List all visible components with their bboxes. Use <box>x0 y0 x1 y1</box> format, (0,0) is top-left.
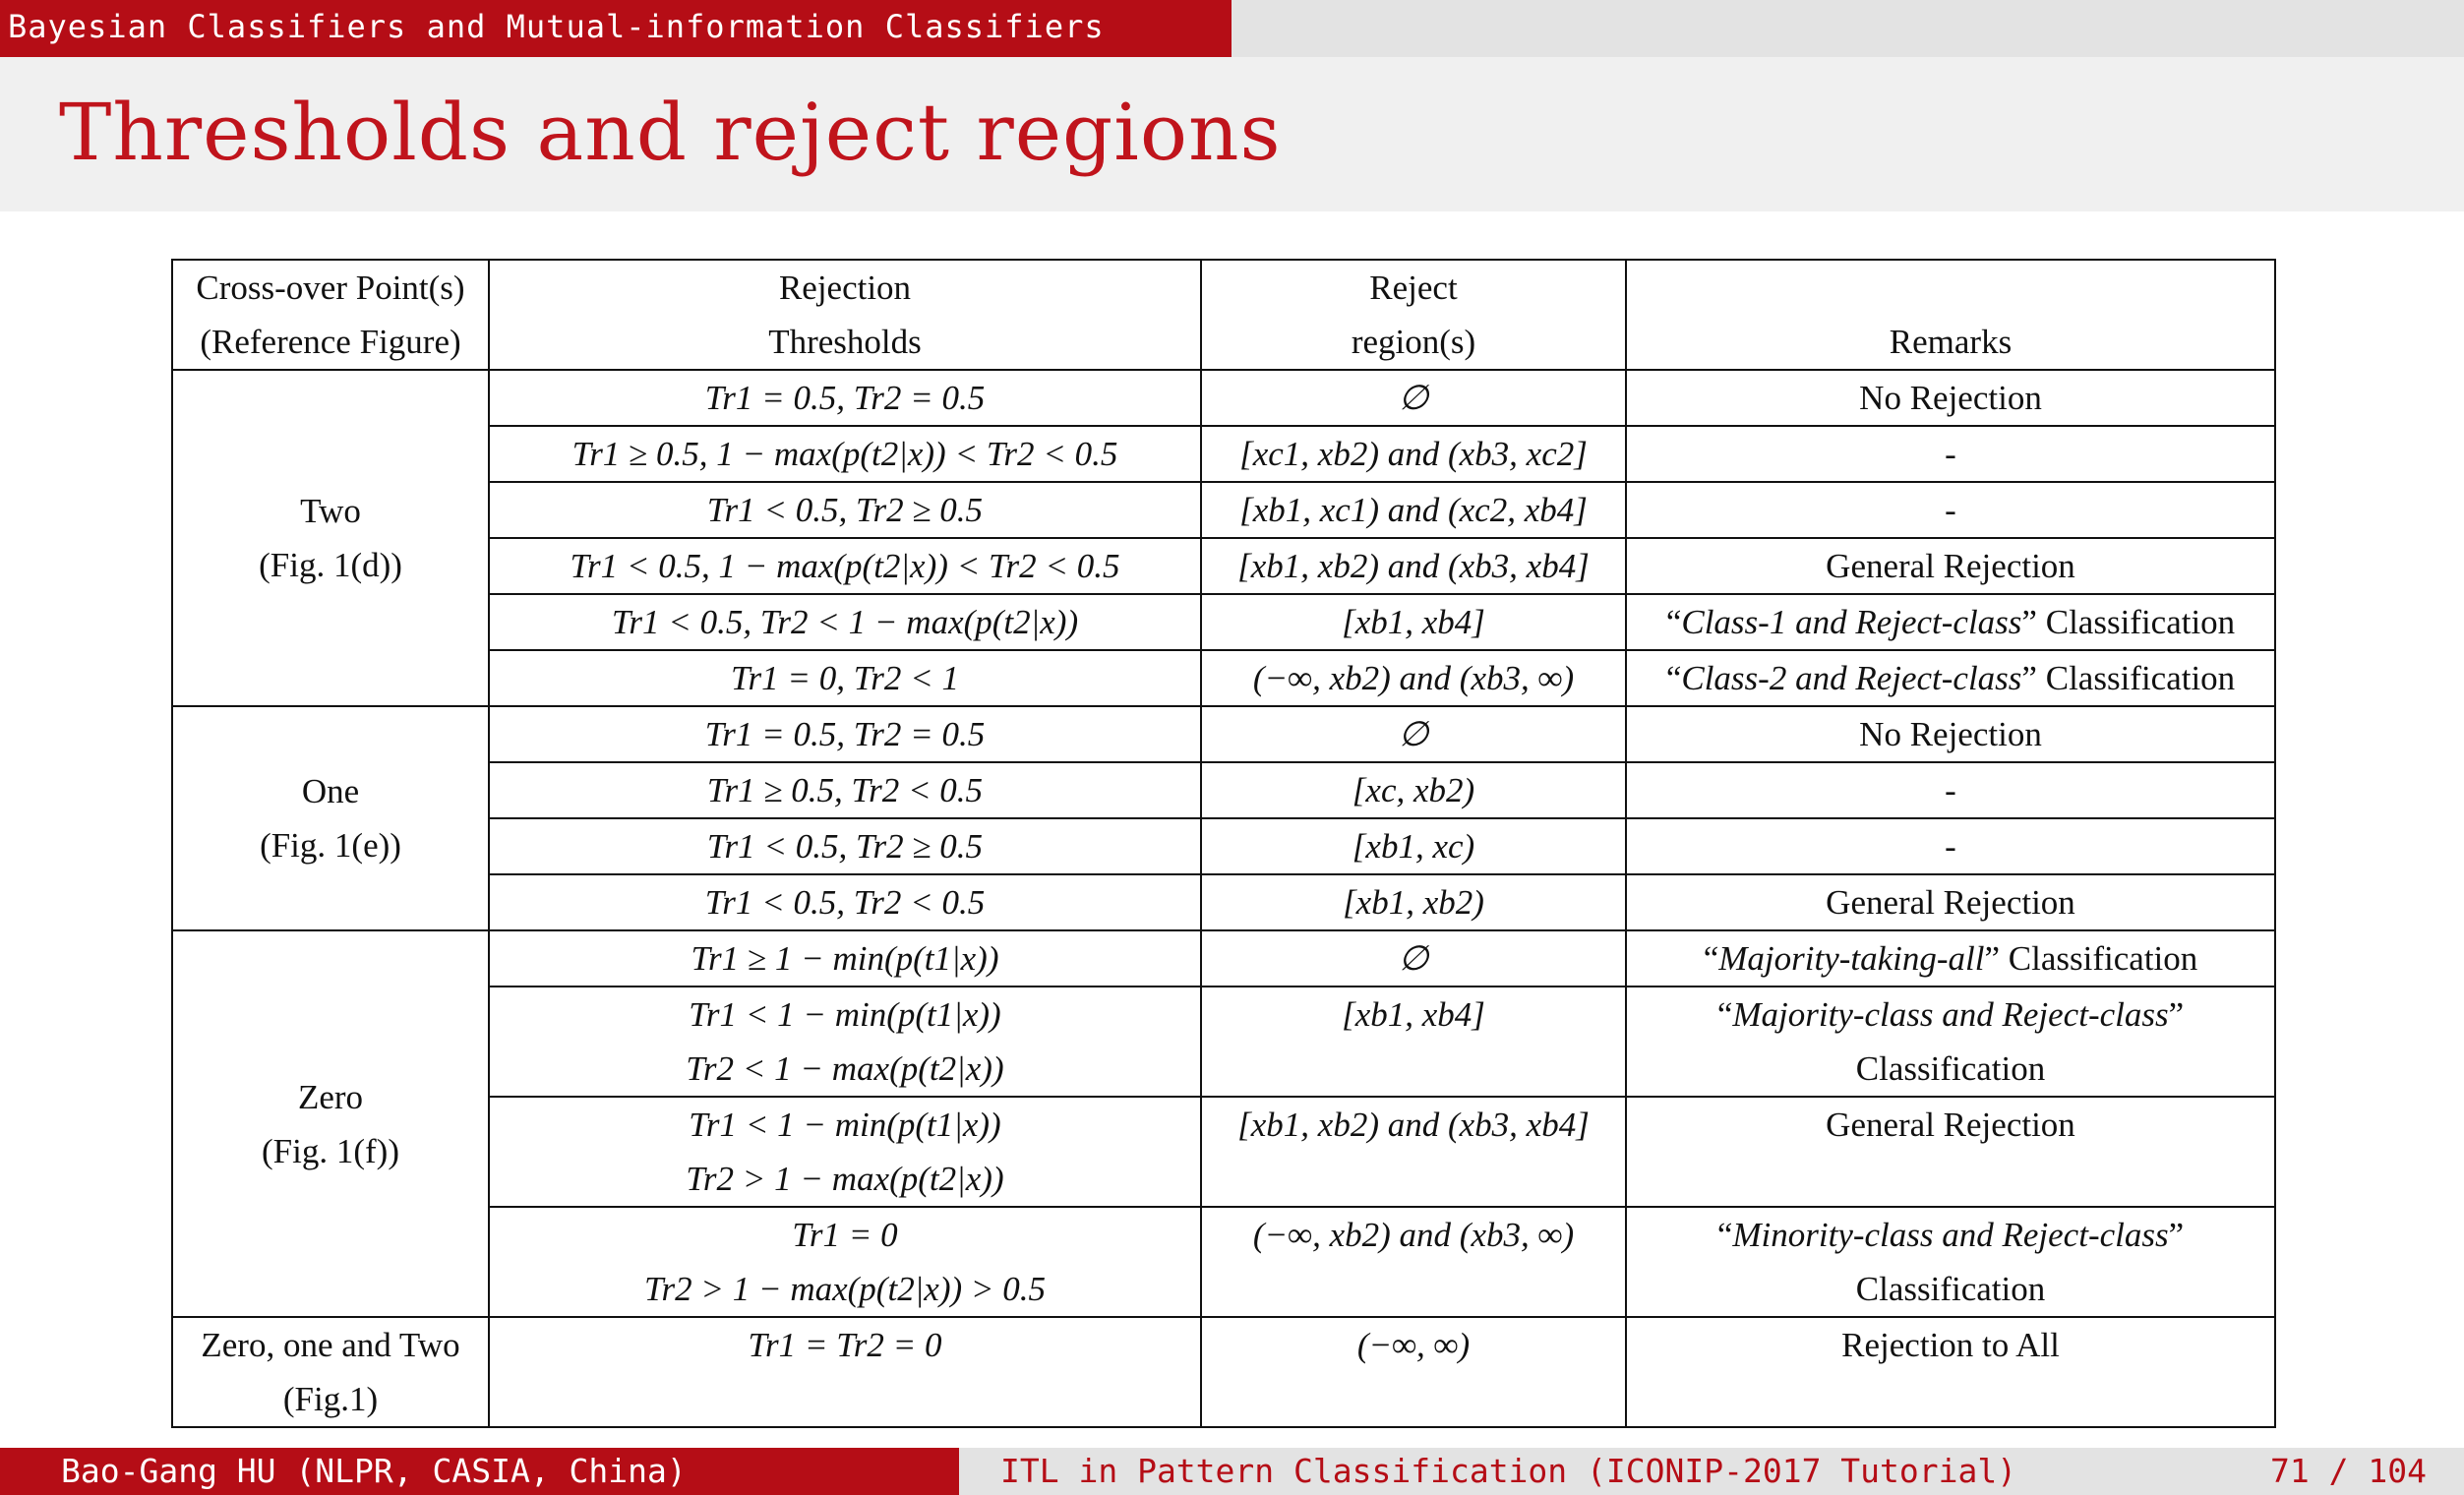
remark-cell: No Rejection <box>1626 706 2275 762</box>
threshold-cell: Tr1 < 0.5, Tr2 < 0.5 <box>489 874 1201 930</box>
threshold-cell: Tr1 < 0.5, 1 − max(p(t2|x)) < Tr2 < 0.5 <box>489 538 1201 594</box>
threshold-cell: Tr1 < 0.5, Tr2 < 1 − max(p(t2|x)) <box>489 594 1201 650</box>
slide-title: Thresholds and reject regions <box>59 87 1282 178</box>
region-cell: [xc, xb2) <box>1201 762 1626 818</box>
group-label-all: Zero, one and Two (Fig.1) <box>172 1317 489 1427</box>
remark-cell: General Rejection <box>1626 874 2275 930</box>
remark-cell: “Minority-class and Reject-class” Classification <box>1626 1207 2275 1317</box>
remark-cell: - <box>1626 762 2275 818</box>
group-label-one: One (Fig. 1(e)) <box>172 706 489 930</box>
table-row <box>172 930 2275 987</box>
remark-cell: “Majority-class and Reject-class” Classification <box>1626 987 2275 1097</box>
region-cell: [xb1, xb4] <box>1201 987 1626 1097</box>
region-cell: [xb1, xc1) and (xc2, xb4] <box>1201 482 1626 538</box>
threshold-cell: Tr1 < 1 − min(p(t1|x)) Tr2 > 1 − max(p(t2|x)) <box>489 1097 1201 1207</box>
threshold-cell: Tr1 < 0.5, Tr2 ≥ 0.5 <box>489 818 1201 874</box>
page-number: 71 / 104 <box>2270 1452 2427 1490</box>
footer-author: Bao-Gang HU (NLPR, CASIA, China) <box>0 1448 959 1495</box>
region-cell: [xb1, xb2) and (xb3, xb4] <box>1201 1097 1626 1207</box>
table-row <box>172 370 2275 426</box>
region-cell: [xb1, xb2) and (xb3, xb4] <box>1201 538 1626 594</box>
threshold-cell: Tr1 ≥ 1 − min(p(t1|x)) <box>489 930 1201 987</box>
region-cell: [xb1, xc) <box>1201 818 1626 874</box>
region-cell: ∅ <box>1201 370 1626 426</box>
threshold-cell: Tr1 < 0.5, Tr2 ≥ 0.5 <box>489 482 1201 538</box>
threshold-cell: Tr1 = 0, Tr2 < 1 <box>489 650 1201 706</box>
remark-cell: No Rejection <box>1626 370 2275 426</box>
threshold-cell: Tr1 ≥ 0.5, 1 − max(p(t2|x)) < Tr2 < 0.5 <box>489 426 1201 482</box>
remark-cell: “Majority-taking-all” Classification <box>1626 930 2275 987</box>
header-crossover: Cross-over Point(s) (Reference Figure) <box>172 260 489 370</box>
section-title: Bayesian Classifiers and Mutual-information Classifiers <box>0 0 1232 57</box>
region-cell: (−∞, ∞) <box>1201 1317 1626 1427</box>
region-cell: ∅ <box>1201 706 1626 762</box>
remark-cell: General Rejection <box>1626 538 2275 594</box>
table-row <box>172 1317 2275 1427</box>
thresholds-table <box>171 259 2276 1428</box>
threshold-cell: Tr1 = Tr2 = 0 <box>489 1317 1201 1427</box>
footer-right-band <box>959 1448 2464 1495</box>
table-header-row <box>172 260 2275 370</box>
table-row <box>172 706 2275 762</box>
remark-cell: - <box>1626 426 2275 482</box>
threshold-cell: Tr1 ≥ 0.5, Tr2 < 0.5 <box>489 762 1201 818</box>
region-cell: [xc1, xb2) and (xb3, xc2] <box>1201 426 1626 482</box>
remark-cell: “Class-2 and Reject-class” Classification <box>1626 650 2275 706</box>
footer <box>0 1448 2464 1495</box>
remark-cell: Rejection to All <box>1626 1317 2275 1427</box>
header-remarks: Remarks <box>1626 260 2275 370</box>
remark-cell: “Class-1 and Reject-class” Classification <box>1626 594 2275 650</box>
remark-cell: - <box>1626 818 2275 874</box>
region-cell: (−∞, xb2) and (xb3, ∞) <box>1201 1207 1626 1317</box>
threshold-cell: Tr1 = 0.5, Tr2 = 0.5 <box>489 370 1201 426</box>
header-regions: Reject region(s) <box>1201 260 1626 370</box>
threshold-cell: Tr1 < 1 − min(p(t1|x)) Tr2 < 1 − max(p(t2|x)) <box>489 987 1201 1097</box>
group-label-two: Two (Fig. 1(d)) <box>172 370 489 706</box>
region-cell: [xb1, xb4] <box>1201 594 1626 650</box>
region-cell: ∅ <box>1201 930 1626 987</box>
region-cell: (−∞, xb2) and (xb3, ∞) <box>1201 650 1626 706</box>
footer-talk-title: ITL in Pattern Classification (ICONIP-2017 Tutorial) <box>1000 1452 2017 1490</box>
header-thresholds: Rejection Thresholds <box>489 260 1201 370</box>
group-label-zero: Zero (Fig. 1(f)) <box>172 930 489 1317</box>
region-cell: [xb1, xb2) <box>1201 874 1626 930</box>
remark-cell: - <box>1626 482 2275 538</box>
threshold-cell: Tr1 = 0.5, Tr2 = 0.5 <box>489 706 1201 762</box>
remark-cell: General Rejection <box>1626 1097 2275 1207</box>
threshold-cell: Tr1 = 0 Tr2 > 1 − max(p(t2|x)) > 0.5 <box>489 1207 1201 1317</box>
